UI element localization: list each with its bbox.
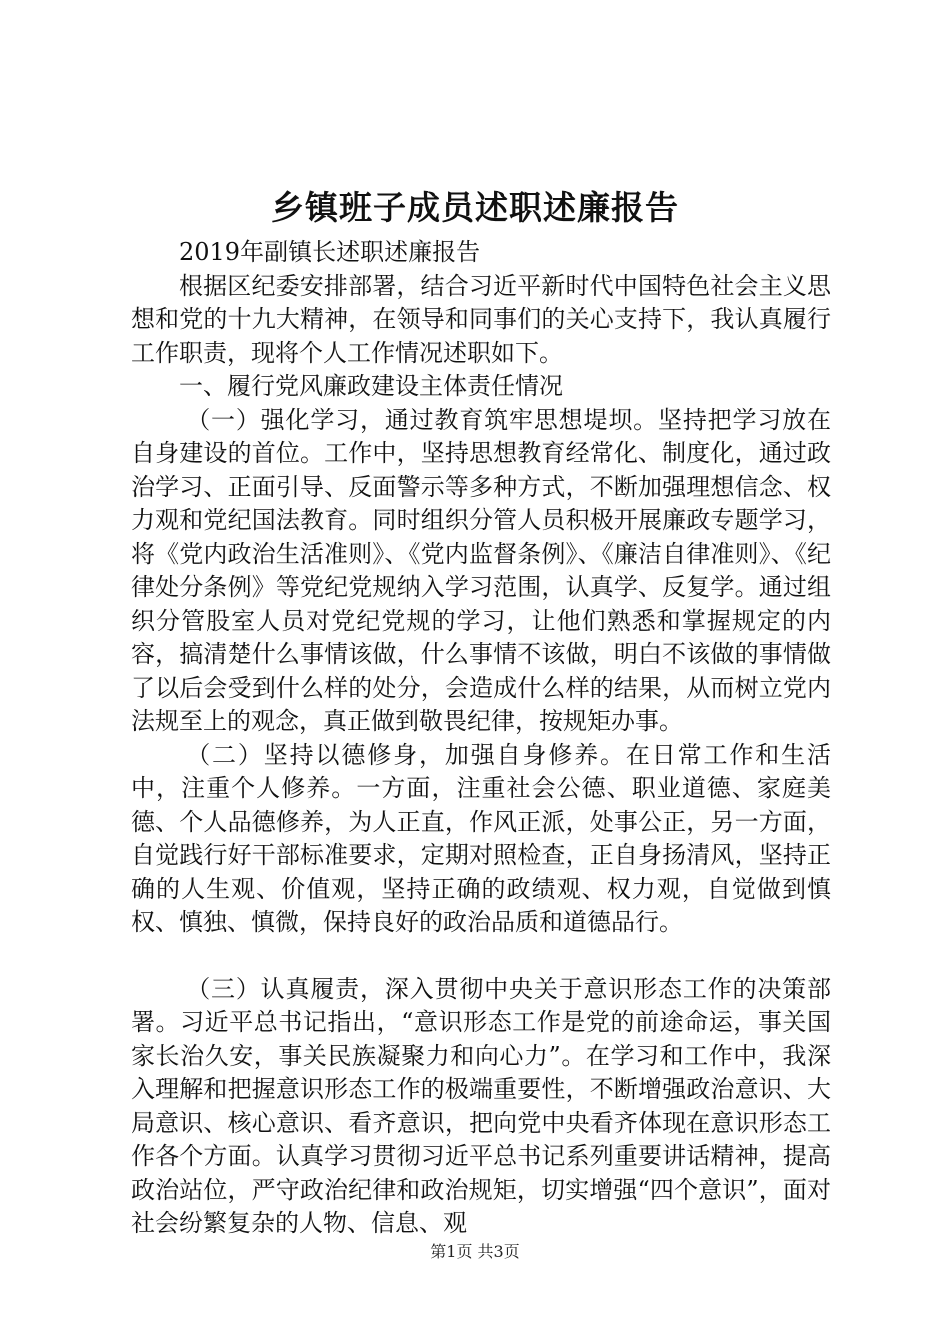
- page-footer: 第1页 共3页: [430, 1242, 520, 1261]
- document-body: [131, 236, 831, 1241]
- document-title: 乡镇班子成员述职述廉报告: [271, 188, 679, 227]
- section-1-paragraph: （一）强化学习，通过教育筑牢思想堤坝。坚持把学习放在自身建设的首位。工作中，坚持思想教育经常化、制度化，通过政治学习、正面引导、反面警示等多种方式，不断加强理想信念、权力观和党纪国法教育。同时组织分管人员积极开展廉政专题学习，将《党内政治生活准则》、《党内监督条例》、《廉洁自律准则》、《纪律处分条例》等党纪党规纳入学习范围，认真学、反复学。通过组织分管股室人员对党纪党规的学习，让他们熟悉和掌握规定的内容，搞清楚什么事情该做，什么事情不该做，明白不该做的事情做了以后会受到什么样的处分，会造成什么样的结果，从而树立党内法规至上的观念，真正做到敬畏纪律，按规矩办事。: [131, 405, 831, 735]
- section-3-paragraph: （三）认真履责，深入贯彻中央关于意识形态工作的决策部署。习近平总书记指出，“意识形态工作是党的前途命运，事关国家长治久安，事关民族凝聚力和向心力”。在学习和工作中，我深入理解和把握意识形态工作的极端重要性，不断增强政治意识、大局意识、核心意识、看齐意识，把向党中央看齐体现在意识形态工作各个方面。认真学习贯彻习近平总书记系列重要讲话精神，提高政治站位，严守政治纪律和政治规矩，切实增强“四个意识”，面对社会纷繁复杂的人物、信息、观: [131, 974, 831, 1237]
- section-2-paragraph: （二）坚持以德修身，加强自身修养。在日常工作和生活中，注重个人修养。一方面，注重社会公德、职业道德、家庭美德、个人品德修养，为人正直，作风正派，处事公正，另一方面，自觉践行好干部标准要求，定期对照检查，正自身扬清风，坚持正确的人生观、价值观，坚持正确的政绩观、权力观，自觉做到慎权、慎独、慎微，保持良好的政治品质和道德品行。: [131, 740, 831, 936]
- section-heading: 一、履行党风廉政建设主体责任情况: [179, 372, 563, 400]
- intro-paragraph: 根据区纪委安排部署，结合习近平新时代中国特色社会主义思想和党的十九大精神，在领导和同事们的关心支持下，我认真履行工作职责，现将个人工作情况述职如下。: [131, 271, 831, 367]
- subtitle-paragraph: 2019年副镇长述职述廉报告: [179, 238, 481, 266]
